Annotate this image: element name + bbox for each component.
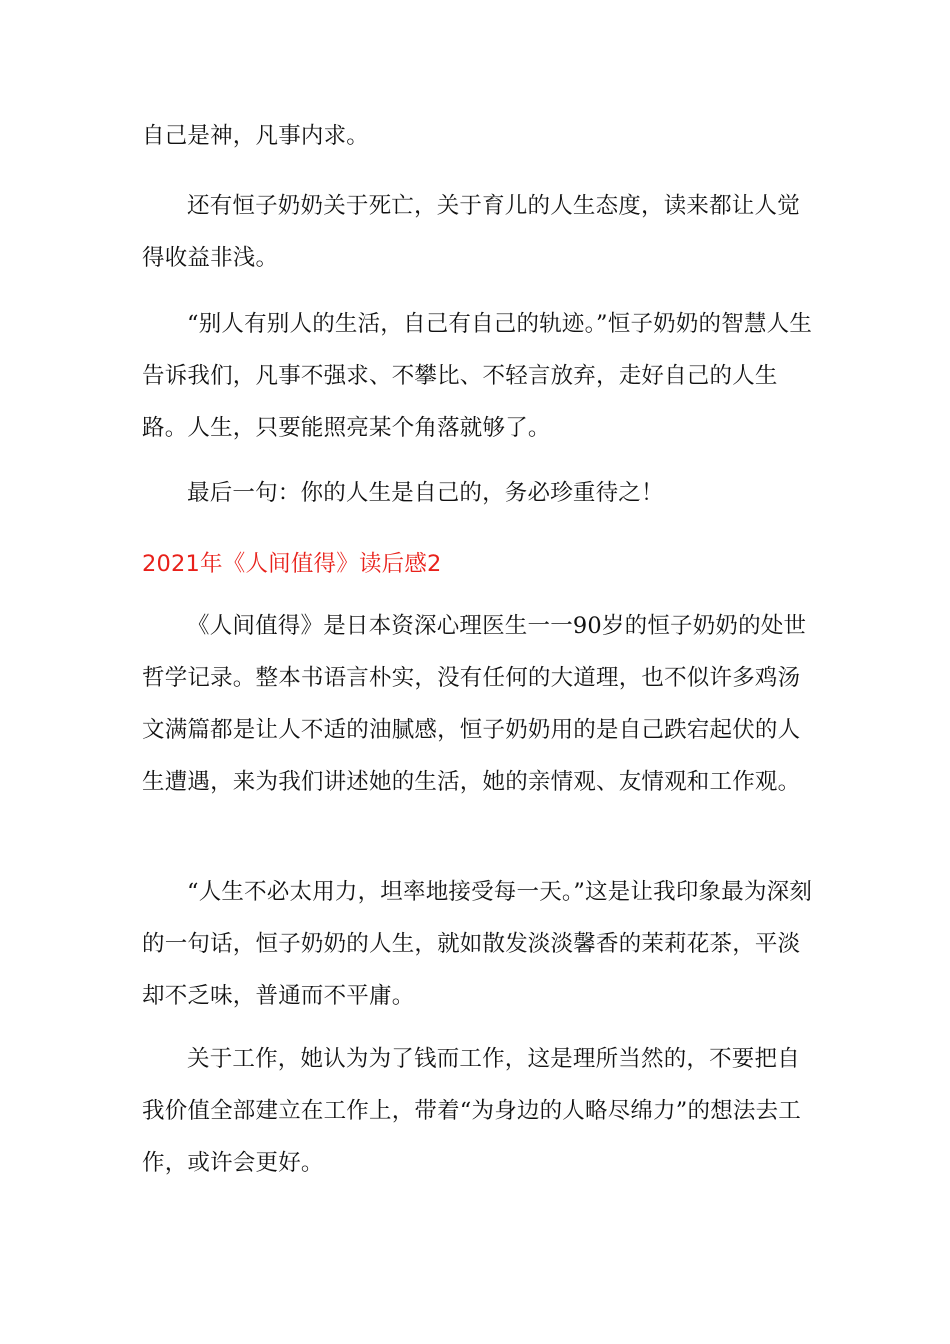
paragraph-last-sentence: 最后一句：你的人生是自己的，务必珍重待之！: [187, 480, 664, 506]
paragraph-quote-trajectory: “别人有别人的生活，自己有自己的轨迹。”恒子奶奶的智慧人生告诉我们，凡事不强求、不攀比、不轻言放弃，走好自己的人生路。人生，只要能照亮某个角落就够了。: [142, 311, 813, 441]
paragraph-continuation: 自己是神，凡事内求。: [142, 123, 370, 149]
paragraph-quote-each-day: “人生不必太用力，坦率地接受每一天。”这是让我印象最为深刻的一句话，恒子奶奶的人生，就如散发淡淡馨香的茉莉花茶，平淡却不乏味，普通而不平庸。: [142, 879, 813, 1009]
paragraph-work: 关于工作，她认为为了钱而工作，这是理所当然的，不要把自我价值全部建立在工作上，带着“为身边的人略尽绵力”的想法去工作，或许会更好。: [142, 1046, 802, 1176]
paragraph-book-intro: 《人间值得》是日本资深心理医生一一90岁的恒子奶奶的处世哲学记录。整本书语言朴实，没有任何的大道理，也不似许多鸡汤文满篇都是让人不适的油腻感，恒子奶奶用的是自己跌宕起伏的人生遭遇，来为我们讲述她的生活，她的亲情观、友情观和工作观。: [142, 613, 807, 795]
paragraph-attitude: 还有恒子奶奶关于死亡，关于育儿的人生态度，读来都让人觉得收益非浅。: [142, 193, 800, 271]
section-heading: 2021年《人间值得》读后感2: [142, 551, 442, 577]
